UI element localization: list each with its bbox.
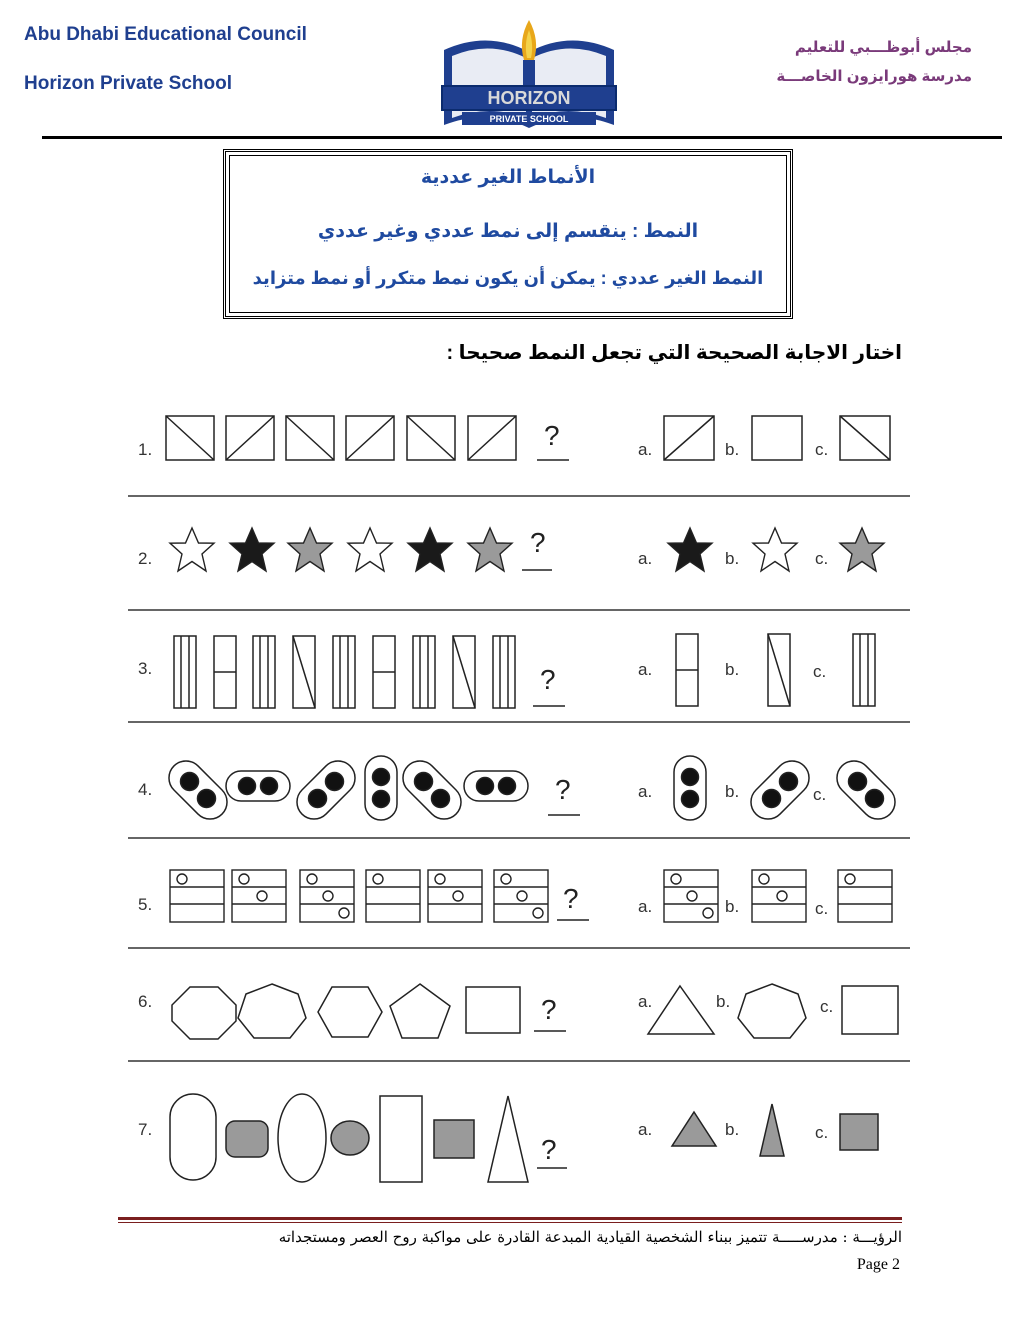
question-mark: ? [541, 1134, 557, 1165]
q5-pattern [170, 870, 589, 922]
question-mark: ? [544, 420, 560, 451]
header-english-line1: Abu Dhabi Educational Council [24, 24, 307, 45]
option-label-a: a. [638, 992, 653, 1011]
q3-pattern [174, 636, 565, 708]
option-label-c: c. [815, 899, 829, 918]
logo-subtext: PRIVATE SCHOOL [489, 114, 569, 124]
q4-options [674, 754, 902, 826]
option-label-c: c. [815, 1123, 829, 1142]
option-label-b: b. [725, 440, 740, 459]
title-line2: النمط : ينقسم إلى نمط عددي وغير عددي [317, 221, 699, 242]
option-label-a: a. [638, 1120, 653, 1139]
instruction-text: اختار الاجابة الصحيحة التي تجعل النمط صحيحا : [446, 342, 902, 364]
question-number: 5. [138, 895, 153, 914]
option-label-c: c. [813, 785, 827, 804]
question-mark: ? [563, 883, 579, 914]
option-label-a: a. [638, 782, 653, 801]
option-label-a: a. [638, 660, 653, 679]
option-label-c: c. [813, 662, 827, 681]
logo-text: HORIZON [487, 88, 571, 108]
footer-divider [118, 1217, 902, 1220]
question-number: 3. [138, 659, 153, 678]
option-label-a: a. [638, 549, 653, 568]
question-mark: ? [555, 774, 571, 805]
q5-options [664, 870, 892, 922]
title-line3: النمط الغير عددي : يمكن أن يكون نمط متكرر أو نمط متزايد [252, 268, 764, 288]
option-label-a: a. [638, 440, 653, 459]
option-label-c: c. [815, 440, 829, 459]
q6-pattern [172, 984, 566, 1039]
option-label-c: c. [820, 997, 834, 1016]
header-english-line2: Horizon Private School [24, 73, 232, 94]
page-number: Page 2 [856, 1256, 900, 1273]
question-number: 4. [138, 780, 153, 799]
question-mark: ? [540, 664, 556, 695]
q6-options [648, 984, 898, 1038]
header-arabic-line1: مجلس أبوظـــبي للتعليم [794, 39, 972, 56]
footer-divider-thin [118, 1222, 902, 1223]
question-number: 1. [138, 440, 153, 459]
title-line1: الأنماط الغير عددية [420, 167, 596, 188]
question-number: 6. [138, 992, 153, 1011]
option-label-b: b. [725, 660, 740, 679]
option-label-b: b. [716, 992, 731, 1011]
option-label-b: b. [725, 549, 740, 568]
q1-pattern [166, 416, 569, 460]
option-label-c: c. [815, 549, 829, 568]
option-label-b: b. [725, 897, 740, 916]
question-mark: ? [541, 994, 557, 1025]
q2-options [668, 528, 884, 571]
option-label-b: b. [725, 782, 740, 801]
header-arabic-line2: مدرسة هورايزون الخاصـــة [776, 68, 972, 85]
question-number: 2. [138, 549, 153, 568]
option-label-b: b. [725, 1120, 740, 1139]
q7-pattern [170, 1094, 567, 1182]
vision-statement: الرؤيـــة : مدرســـــة تتميز ببناء الشخصية القيادية المبدعة القادرة على مواكبة روح العصر ومستجداته [278, 1228, 902, 1246]
q2-pattern [170, 528, 552, 571]
question-number: 7. [138, 1120, 153, 1139]
q4-pattern [162, 754, 580, 826]
q3-options [676, 634, 875, 706]
question-mark: ? [530, 527, 546, 558]
q1-options [664, 416, 890, 460]
option-label-a: a. [638, 897, 653, 916]
q7-options [672, 1104, 878, 1156]
